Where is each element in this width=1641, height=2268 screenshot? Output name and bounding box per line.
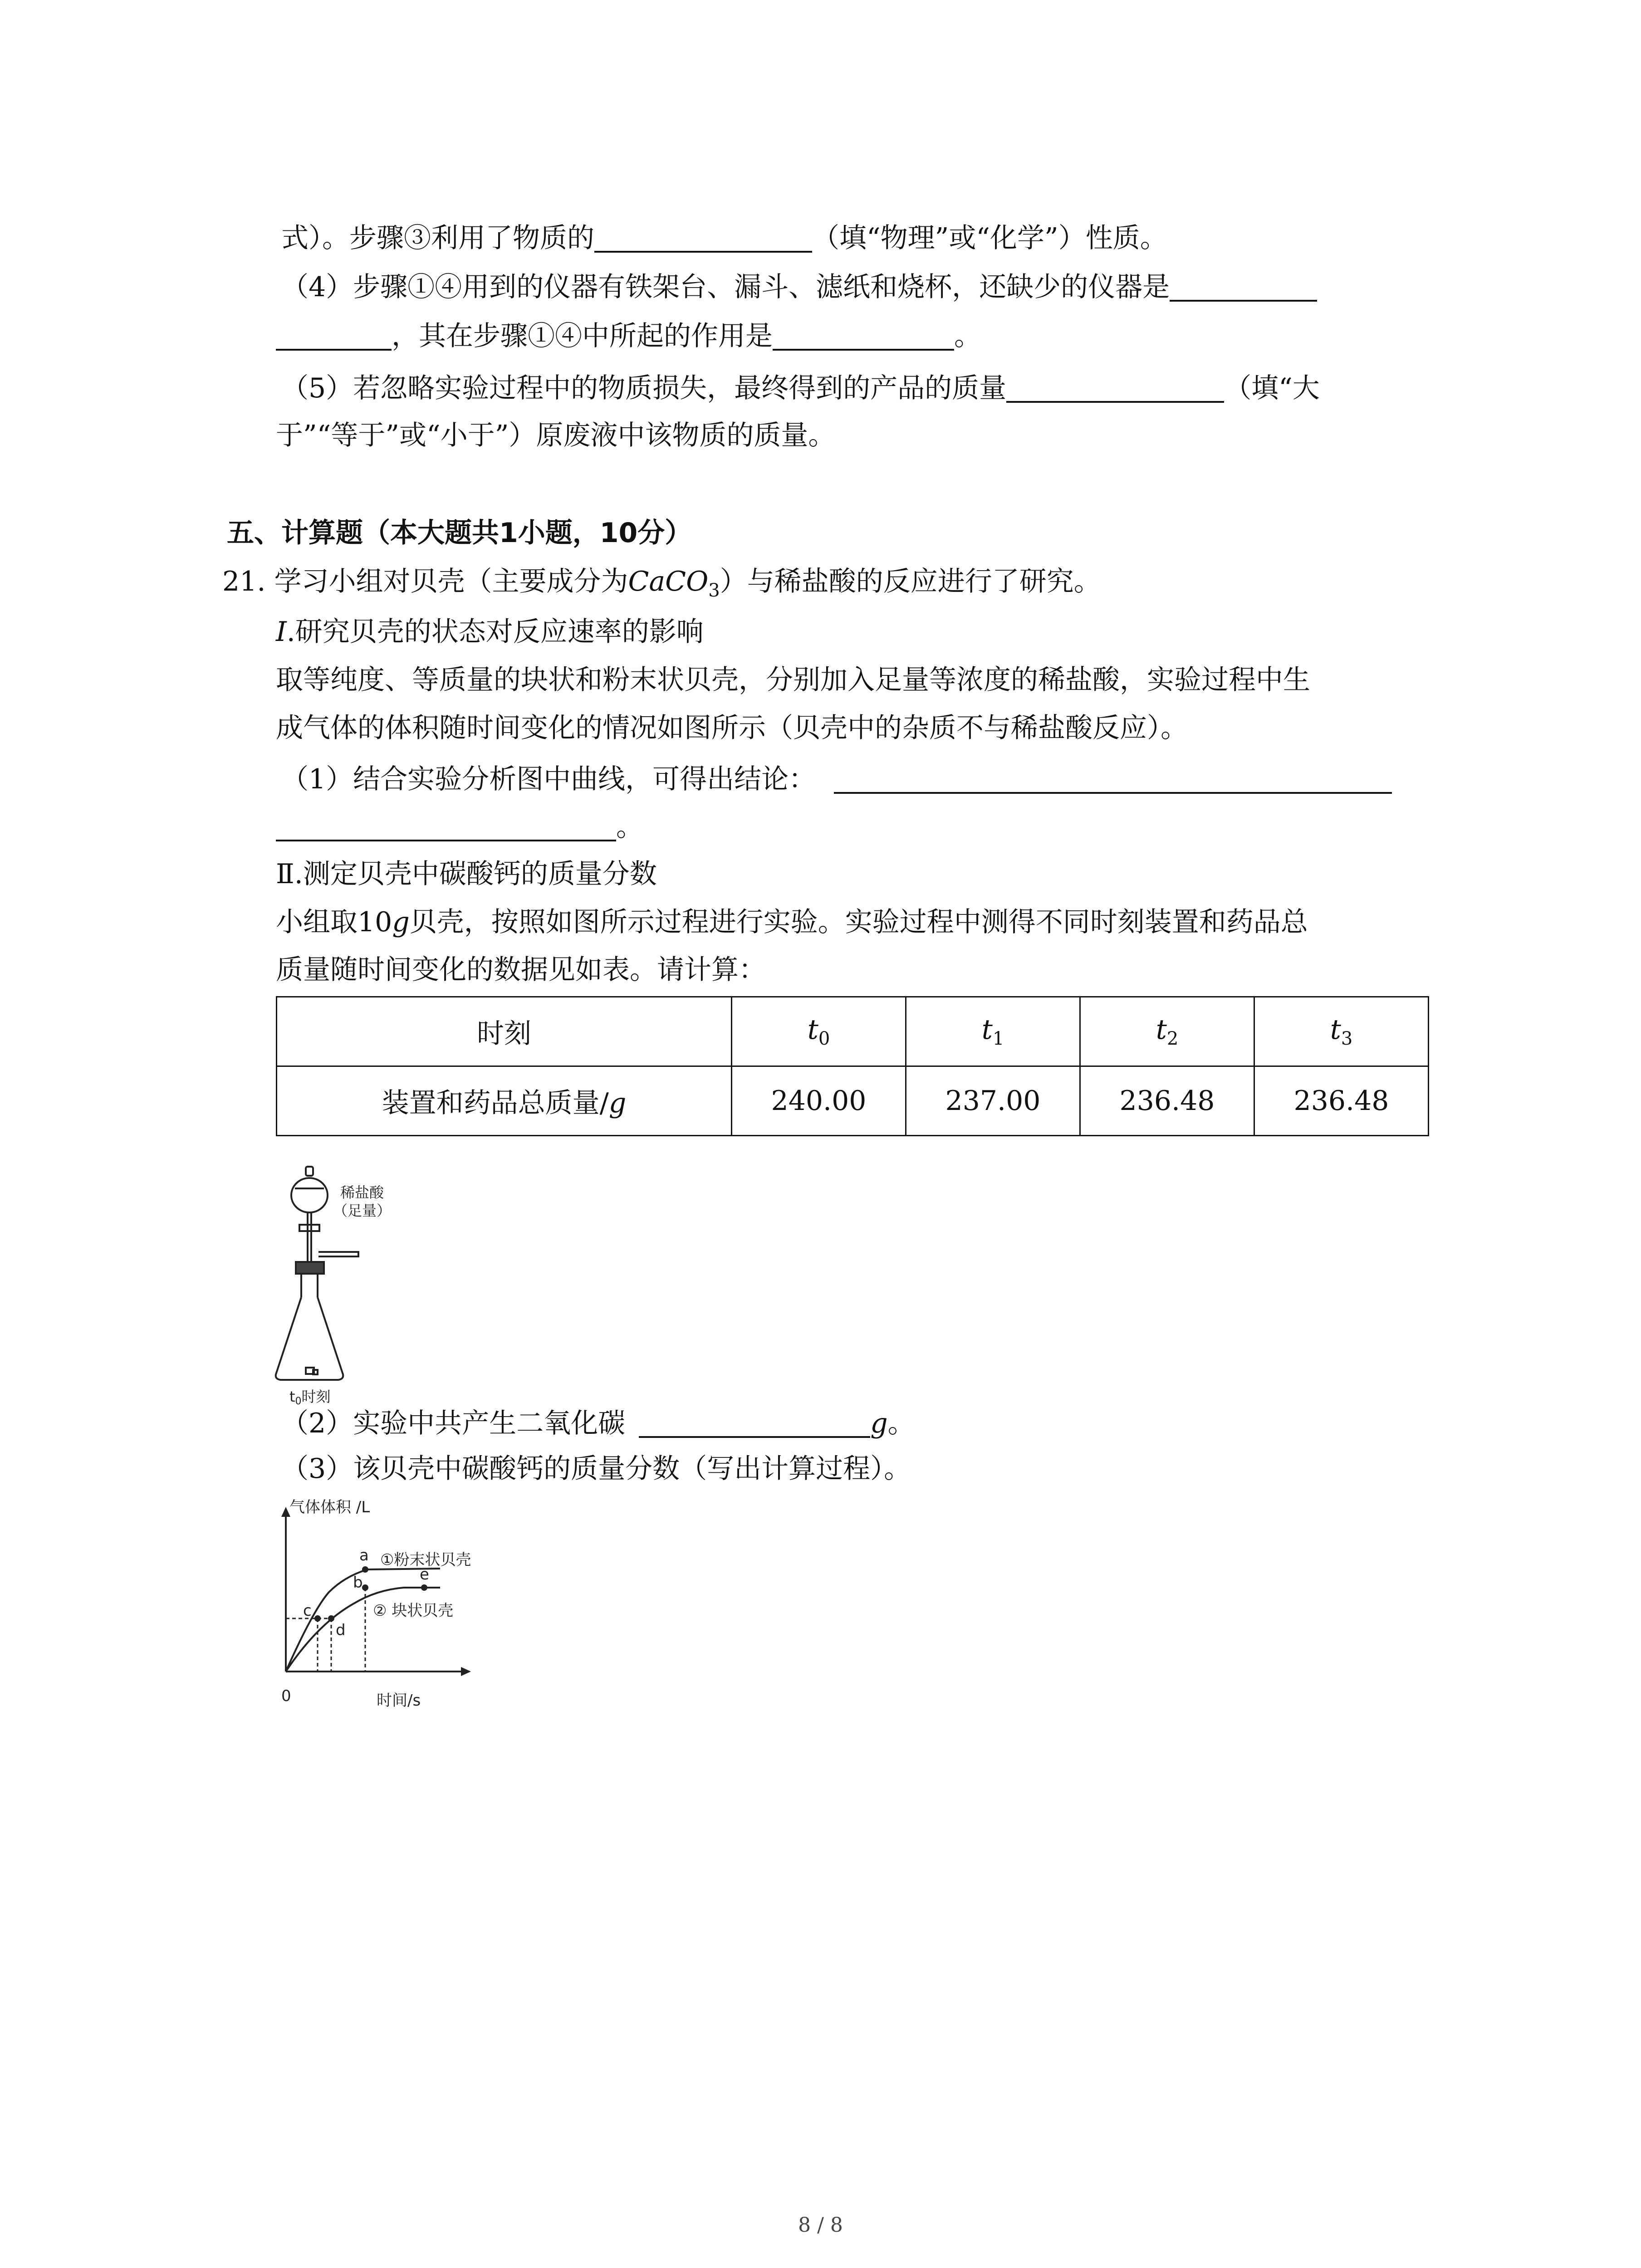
q3-line: （3）该贝壳中碳酸钙的质量分数（写出计算过程）。 [281,1453,911,1485]
text-line-3: ，其在步骤①④中所起的作用是 。 [276,314,981,358]
graph-ylabel: 气体体积 /L [289,1498,370,1516]
curve-powder [286,1569,440,1672]
text-line-2: （4）步骤①④用到的仪器有铁架台、漏斗、滤纸和烧杯，还缺少的仪器是 [281,265,1317,309]
table-header-cell: $t_2$ [1080,997,1254,1066]
part1-title: I.研究贝壳的状态对反应速率的影响 [276,616,704,648]
table-cell: 236.48 [1080,1066,1254,1136]
table-cell: 240.00 [732,1066,906,1136]
text-line-1: 式）。步骤③利用了物质的 （填“物理”或“化学”）性质。 [281,222,1167,254]
answer-blank[interactable] [1170,273,1317,302]
table-header-cell: 时刻 [277,997,732,1066]
graph-point-d [328,1615,334,1622]
apparatus-caption: t0时刻 [289,1388,331,1406]
part2-paragraph-2: 质量随时间变化的数据见如表。请计算： [276,954,766,986]
table-row-label: 装置和药品总质量/g [277,1066,732,1136]
graph-point-a [362,1566,368,1573]
curve-label-powder: ①粉末状贝壳 [380,1551,471,1569]
point-label-e: e [420,1565,429,1584]
point-label-c: c [303,1602,312,1620]
answer-blank[interactable] [594,224,812,253]
mass-table [276,996,1429,1136]
table-cell: 237.00 [906,1066,1080,1136]
q2-line: （2）实验中共产生二氧化碳 g。 [281,1408,915,1439]
graph-origin: 0 [281,1687,291,1705]
answer-blank[interactable] [276,322,392,351]
apparatus-label-amount: （足量） [333,1202,392,1219]
part2-paragraph-1: 小组取10g贝壳，按照如图所示过程进行实验。实验过程中测得不同时刻装置和药品总 [276,906,1308,938]
x-axis-arrow [461,1667,471,1676]
part2-title: Ⅱ.测定贝壳中碳酸钙的质量分数 [276,858,657,890]
table-header-cell: $t_1$ [906,997,1080,1066]
table-row [277,1066,1429,1136]
page-number: 8 / 8 [798,2214,843,2237]
graph-point-e [421,1584,427,1591]
table-cell: 236.48 [1254,1066,1429,1136]
y-axis-arrow [281,1507,290,1517]
answer-blank[interactable] [834,765,1392,794]
apparatus-label-acid: 稀盐酸 [340,1184,384,1201]
text-line-4: （5）若忽略实验过程中的物质损失，最终得到的产品的质量 （填“大 [281,372,1320,404]
answer-blank[interactable] [773,322,954,351]
curve-label-lump: ② 块状贝壳 [373,1602,454,1620]
graph-xlabel: 时间/s [377,1691,421,1710]
graph-point-c [314,1615,321,1622]
graph-point-b [362,1584,368,1591]
section-heading: 五、计算题（本大题共1小题，10分） [227,517,692,549]
point-label-d: d [336,1621,346,1639]
part1-paragraph-1: 取等纯度、等质量的块状和粉末状贝壳，分别加入足量等浓度的稀盐酸，实验过程中生 [276,664,1310,696]
answer-blank[interactable] [1006,374,1224,403]
q1-line-2: 。 [276,805,643,849]
table-header-cell: $t_0$ [732,997,906,1066]
table-row [277,997,1429,1066]
answer-blank[interactable] [276,812,616,841]
point-label-b: b [353,1574,363,1592]
table-header-cell: $t_3$ [1254,997,1429,1066]
part1-paragraph-2: 成气体的体积随时间变化的情况如图所示（贝壳中的杂质不与稀盐酸反应）。 [276,712,1188,744]
answer-blank[interactable] [639,1409,870,1438]
gas-volume-graph [254,1497,526,1710]
apparatus-figure [268,1161,449,1406]
q21-stem: 21. 学习小组对贝壳（主要成分为CaCO$_3$）与稀盐酸的反应进行了研究。 [222,566,1101,601]
text-line-5: 于”“等于”或“小于”）原废液中该物质的质量。 [276,420,836,451]
q1-line: （1）结合实验分析图中曲线，可得出结论： [281,758,1392,801]
point-label-a: a [359,1546,369,1564]
curve-lump [286,1588,440,1672]
